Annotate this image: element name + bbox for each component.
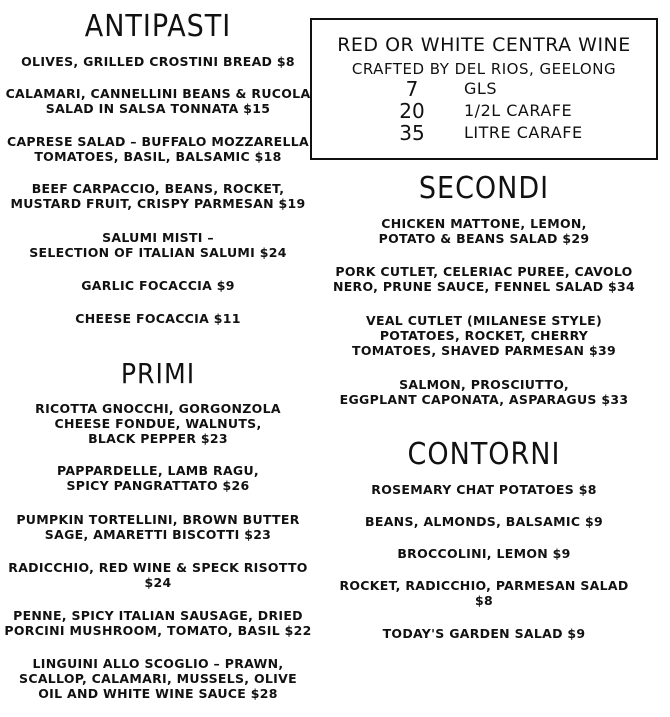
menu-item-line: TOMATOES, SHAVED PARMESAN $39: [352, 343, 616, 358]
contorni-heading: CONTORNI: [407, 437, 561, 472]
menu-item-line: SCALLOP, CALAMARI, MUSSELS, OLIVE: [19, 671, 297, 686]
wine-price: 35: [399, 121, 425, 145]
menu-item: [308, 313, 660, 358]
menu-item: [0, 608, 316, 638]
menu-item-line: CHICKEN MATTONE, LEMON,: [381, 216, 587, 231]
menu-item: [0, 181, 316, 211]
menu-item-line: POTATOES, ROCKET, CHERRY: [379, 328, 589, 343]
wine-size: 1/2L CARAFE: [464, 101, 573, 120]
wine-title: RED OR WHITE CENTRA WINE: [337, 34, 631, 56]
menu-item: [308, 514, 660, 529]
menu-item-line: SALAD IN SALSA TONNATA $15: [45, 101, 271, 116]
menu-item-line: VEAL CUTLET (MILANESE STYLE): [366, 313, 602, 328]
menu-item-line: OLIVES, GRILLED CROSTINI BREAD $8: [21, 54, 295, 69]
secondi-heading: SECONDI: [418, 171, 550, 206]
menu-item-line: RICOTTA GNOCCHI, GORGONZOLA: [35, 401, 281, 416]
menu-item-line: ROSEMARY CHAT POTATOES $8: [371, 482, 597, 497]
menu-item: [0, 86, 316, 116]
menu-item: [308, 377, 660, 407]
menu-item-line: PUMPKIN TORTELLINI, BROWN BUTTER: [16, 512, 300, 527]
menu-item-line: MUSTARD FRUIT, CRISPY PARMESAN $19: [10, 196, 306, 211]
menu-item-line: BEANS, ALMONDS, BALSAMIC $9: [365, 514, 603, 529]
menu-item: [0, 512, 316, 542]
wine-price-row: [312, 78, 656, 100]
menu-item-line: SALUMI MISTI –: [102, 230, 214, 245]
menu-item: [308, 216, 660, 246]
menu-item-line: RADICCHIO, RED WINE & SPECK RISOTTO: [8, 560, 308, 575]
wine-price-row: [312, 100, 656, 122]
menu-item-line: PENNE, SPICY ITALIAN SAUSAGE, DRIED: [13, 608, 303, 623]
wine-size: GLS: [464, 79, 497, 98]
menu-item-line: SPICY PANGRATTATO $26: [66, 478, 250, 493]
menu-item-line: CHEESE FONDUE, WALNUTS,: [54, 416, 262, 431]
menu-item: [0, 560, 316, 590]
menu-item: [0, 54, 316, 69]
menu-item: [0, 401, 316, 446]
menu-item: [308, 264, 660, 294]
menu-item-line: POTATO & BEANS SALAD $29: [378, 231, 590, 246]
menu-item-line: PORK CUTLET, CELERIAC PUREE, CAVOLO: [335, 264, 633, 279]
menu-item: [308, 626, 660, 641]
menu-item-line: PAPPARDELLE, LAMB RAGU,: [57, 463, 259, 478]
wine-price: 20: [399, 99, 425, 123]
menu-item-line: PORCINI MUSHROOM, TOMATO, BASIL $22: [4, 623, 312, 638]
primi-heading: PRIMI: [120, 357, 196, 390]
menu-item-line: CALAMARI, CANNELLINI BEANS & RUCOLA: [5, 86, 311, 101]
menu-item-line: NERO, PRUNE SAUCE, FENNEL SALAD $34: [332, 279, 636, 294]
menu-item: [0, 656, 316, 701]
menu-item-line: BLACK PEPPER $23: [88, 431, 228, 446]
menu-item: [0, 134, 316, 164]
menu-item: [0, 230, 316, 260]
menu-item: [0, 278, 316, 293]
menu-item-line: CHEESE FOCACCIA $11: [75, 311, 241, 326]
wine-price: 7: [405, 77, 419, 101]
menu-item-line: $8: [475, 593, 493, 608]
menu-item: [308, 578, 660, 608]
wine-box: [310, 18, 658, 160]
menu-item: [308, 482, 660, 497]
menu-item-line: CAPRESE SALAD – BUFFALO MOZZARELLA: [6, 134, 310, 149]
menu-item-line: $24: [144, 575, 172, 590]
menu-item-line: EGGPLANT CAPONATA, ASPARAGUS $33: [339, 392, 629, 407]
menu-item-line: SAGE, AMARETTI BISCOTTI $23: [44, 527, 272, 542]
wine-size: LITRE CARAFE: [464, 123, 583, 142]
menu-item-line: BROCCOLINI, LEMON $9: [397, 546, 571, 561]
menu-item-line: ROCKET, RADICCHIO, PARMESAN SALAD: [339, 578, 629, 593]
menu-item-line: OIL AND WHITE WINE SAUCE $28: [38, 686, 278, 701]
menu-item: [0, 463, 316, 493]
antipasti-heading: ANTIPASTI: [84, 9, 232, 44]
menu-item: [308, 546, 660, 561]
menu-item-line: LINGUINI ALLO SCOGLIO – PRAWN,: [32, 656, 284, 671]
menu-item-line: SELECTION OF ITALIAN SALUMI $24: [29, 245, 287, 260]
wine-price-row: [312, 122, 656, 144]
menu-item-line: TOMATOES, BASIL, BALSAMIC $18: [34, 149, 282, 164]
menu-item-line: SALMON, PROSCIUTTO,: [399, 377, 569, 392]
wine-subtitle: CRAFTED BY DEL RIOS, GEELONG: [351, 60, 617, 78]
menu-item-line: GARLIC FOCACCIA $9: [81, 278, 235, 293]
menu-item-line: BEEF CARPACCIO, BEANS, ROCKET,: [31, 181, 285, 196]
menu-item: [0, 311, 316, 326]
menu-item-line: TODAY'S GARDEN SALAD $9: [382, 626, 586, 641]
